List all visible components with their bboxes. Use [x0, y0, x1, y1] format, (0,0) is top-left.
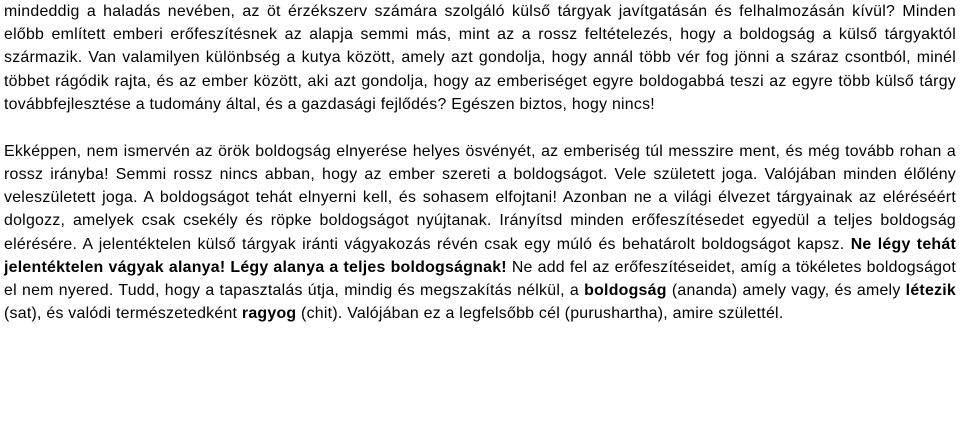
paragraph-2: [4, 140, 956, 326]
paragraph-2-text-c: (ananda) amely vagy, és amely: [671, 282, 901, 300]
paragraph-2-text-b: Ne add fel az erőfeszítéseidet, amíg a tökéletes boldogságot el nem nyered. Tudd, hogy a tapasztalás útja, mindig és megszakítás nélkül, a: [4, 258, 956, 300]
paragraph-2-text-a: Ekképpen, nem ismervén az örök boldogság elnyerése helyes ösvényét, az emberiség túl messzire ment, és még tovább rohan a rossz irányba! Semmi rossz nincs abban, hogy az ember szereti a boldogságot. Vele született joga. Valójában minden élőlény veleszületett joga. A boldogságot tehát elnyerni kell, és sohasem elfojtani! Azonban ne a világi élvezet tárgyainak az eléréséért dolgozz, amelyek csak csekély és röpke boldogságot nyújtanak. Irányítsd minden erőfeszítésedet egyedül a teljes boldogság elérésére. A jelentéktelen külső tárgyak iránti vágyakozás révén csak egy múló és behatárolt boldogságot kapsz.: [4, 142, 956, 253]
term-letezik: létezik: [905, 282, 956, 300]
term-boldogsag: boldogság: [584, 282, 667, 300]
paragraph-2-emphasis: Ne légy tehát jelentéktelen vágyak alanya! Légy alanya a teljes boldogságnak!: [4, 235, 957, 276]
paragraph-1-text: mindeddig a haladás nevében, az öt érzékszerv számára szolgáló külső tárgyak javítgatásán és felhalmozásán kívül? Minden előbb említett emberi erőfeszítésnek az alapja semmi más, mint az a rossz feltételezés, hogy a boldogság a külső tárgyaktól származik. Van valamilyen különbség a kutya között, amely azt gondolja, hogy annál több vér fog jönni a száraz csontból, minél többet rágódik rajta, és az ember között, aki azt gondolja, hogy az emberiséget egyre boldogabbá teszi az egyre több külső tárgy továbbfejlesztése a tudomány által, és a gazdasági fejlődés? Egészen biztos, hogy nincs!: [4, 3, 956, 113]
term-ragyog: ragyog: [241, 305, 297, 323]
paragraph-1: [4, 0, 956, 116]
paragraph-2-text-d: (sat), és valódi természetedként: [4, 305, 238, 323]
paragraph-2-text-e: (chit). Valójában ez a legfelsőbb cél (purushartha), amire születtél.: [301, 305, 784, 323]
